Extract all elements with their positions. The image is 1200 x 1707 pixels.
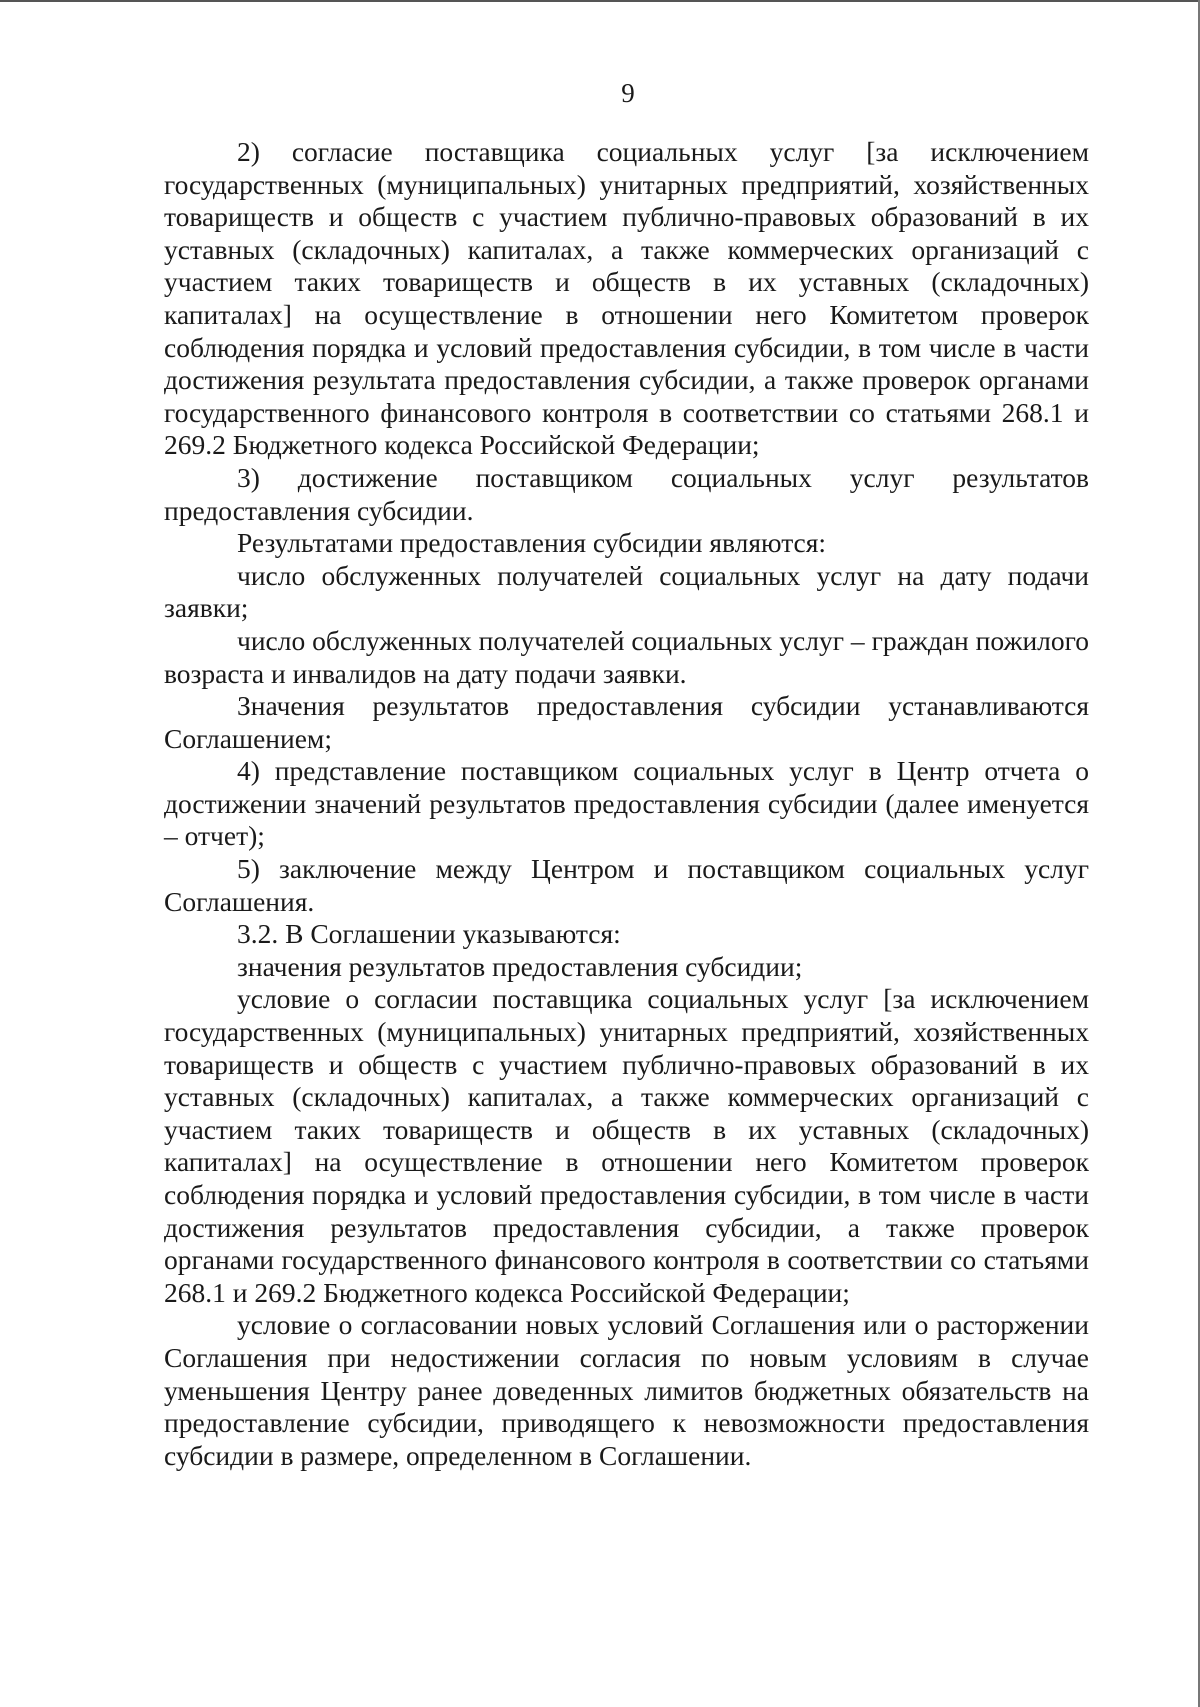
paragraph-agreement-conclusion: 5) заключение между Центром и поставщиком социальных услуг Соглашения. bbox=[164, 853, 1089, 917]
paragraph-consent-condition: условие о согласии поставщика социальных услуг [за исключением государственных (муниципальных) унитарных предприятий, хозяйственных товариществ и обществ с участием публично-правовых образований в их уставных (складочных) капиталах, а также коммерческих организаций с участием таких товариществ и обществ в их уставных (складочных) капиталах] на осуществление в отношении него Комитетом проверок соблюдения порядка и условий предоставления субсидии, в том числе в части достижения результатов предоставления субсидии, а также проверок органами государственного финансового контроля в соответствии со статьями 268.1 и 269.2 Бюджетного кодекса Российской Федерации; bbox=[164, 983, 1089, 1308]
paragraph-result-values-agreement: значения результатов предоставления субсидии; bbox=[237, 950, 803, 982]
paragraph-consent-inspections: 2) согласие поставщика социальных услуг [за исключением государственных (муниципальных) унитарных предприятий, хозяйственных товариществ и обществ с участием публично-правовых образований в их уставных (складочных) капиталах, а также коммерческих организаций с участием таких товариществ и обществ в их уставных (складочных) капиталах] на осуществление в отношении него Комитетом проверок соблюдения порядка и условий предоставления субсидии, в том числе в части достижения результата предоставления субсидии, а также проверок органами государственного финансового контроля в соответствии со статьями 268.1 и 269.2 Бюджетного кодекса Российской Федерации; bbox=[164, 136, 1089, 461]
paragraph-results-intro: Результатами предоставления субсидии являются: bbox=[237, 527, 827, 559]
paragraph-achievement-results: 3) достижение поставщиком социальных услуг результатов предоставления субсидии. bbox=[164, 461, 1089, 526]
paragraph-result-recipients: число обслуженных получателей социальных услуг на дату подачи заявки; bbox=[164, 559, 1089, 624]
page-number: 9 bbox=[621, 78, 635, 108]
paragraph-report-submission: 4) представление поставщиком социальных услуг в Центр отчета о достижении значений результатов предоставления субсидии (далее именуется – отчет); bbox=[164, 755, 1089, 852]
paragraph-new-conditions: условие о согласовании новых условий Соглашения или о расторжении Соглашения при недостижении согласия по новым условиям в случае уменьшения Центру ранее доведенных лимитов бюджетных обязательств на предоставление субсидии, приводящего к невозможности предоставления субсидии в размере, определенном в Соглашении. bbox=[164, 1309, 1089, 1471]
document-body bbox=[164, 136, 1089, 1472]
paragraph-section-3-2: 3.2. В Соглашении указываются: bbox=[237, 918, 621, 950]
scan-top-edge bbox=[0, 0, 1200, 2]
paragraph-result-values: Значения результатов предоставления субсидии устанавливаются Соглашением; bbox=[164, 690, 1089, 754]
paragraph-result-elderly-disabled: число обслуженных получателей социальных услуг – граждан пожилого возраста и инвалидов на дату подачи заявки. bbox=[164, 624, 1089, 689]
